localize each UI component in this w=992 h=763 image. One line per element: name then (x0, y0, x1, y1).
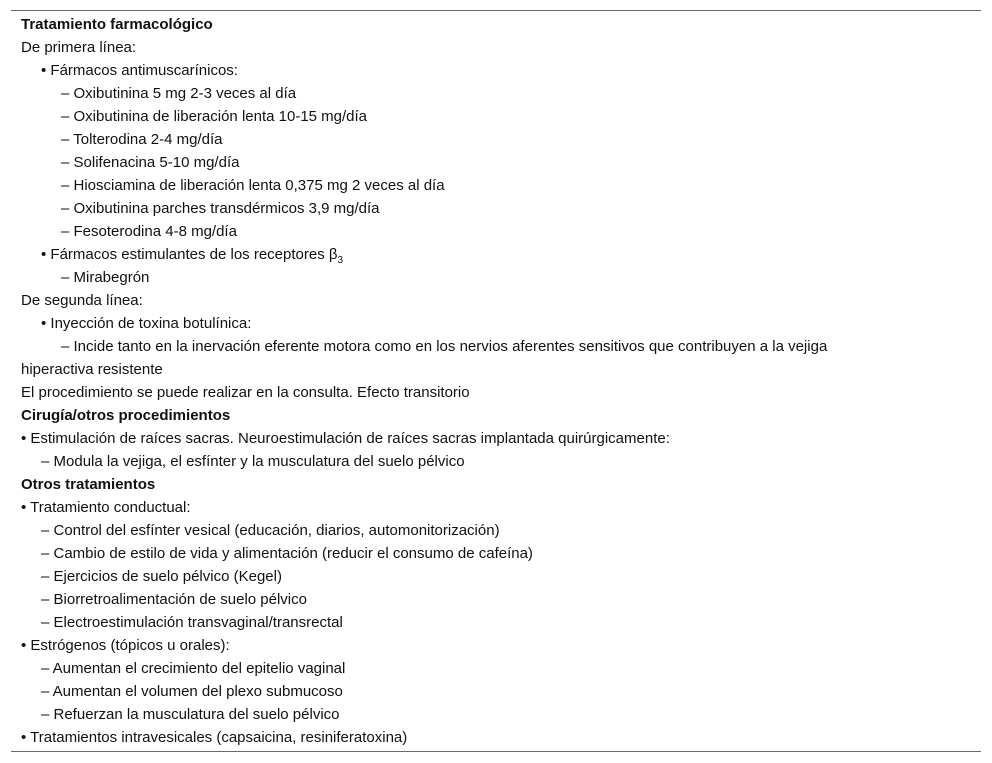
list-item: – Aumentan el crecimiento del epitelio vaginal (41, 660, 346, 677)
list-item: – Electroestimulación transvaginal/transrectal (41, 614, 343, 631)
drug-item: – Hiosciamina de liberación lenta 0,375 mg 2 veces al día (61, 177, 445, 194)
behavioral-label: • Tratamiento conductual: (21, 499, 191, 516)
drug-item: – Mirabegrón (61, 269, 150, 286)
list-item: – Ejercicios de suelo pélvico (Kegel) (41, 568, 282, 585)
list-item: – Biorretroalimentación de suelo pélvico (41, 591, 307, 608)
list-item: – Refuerzan la musculatura del suelo pélvico (41, 706, 340, 723)
botulinum-description-continued: hiperactiva resistente (21, 361, 163, 378)
section-heading-other: Otros tratamientos (21, 476, 156, 493)
list-item: – Cambio de estilo de vida y alimentación (reducir el consumo de cafeína) (41, 545, 533, 562)
second-line-label: De segunda línea: (21, 292, 143, 309)
botulinum-label: • Inyección de toxina botulínica: (41, 315, 252, 332)
drug-item: – Solifenacina 5-10 mg/día (61, 154, 240, 171)
beta3-label-text: • Fármacos estimulantes de los receptores β (41, 246, 338, 263)
antimuscarinics-label: • Fármacos antimuscarínicos: (41, 62, 238, 79)
section-heading-surgery: Cirugía/otros procedimientos (21, 407, 231, 424)
drug-item: – Tolterodina 2-4 mg/día (61, 131, 223, 148)
beta3-subscript: 3 (337, 255, 344, 266)
drug-item: – Oxibutinina parches transdérmicos 3,9 mg/día (61, 200, 380, 217)
estrogens-label: • Estrógenos (tópicos u orales): (21, 637, 230, 654)
drug-item: – Oxibutinina 5 mg 2-3 veces al día (61, 85, 297, 102)
first-line-label: De primera línea: (21, 39, 137, 56)
beta3-label (11, 243, 981, 266)
list-item: – Aumentan el volumen del plexo submucoso (41, 683, 343, 700)
list-item: – Control del esfínter vesical (educación, diarios, automonitorización) (41, 522, 500, 539)
drug-item: – Fesoterodina 4-8 mg/día (61, 223, 237, 240)
botulinum-description: – Incide tanto en la inervación eferente motora como en los nervios aferentes sensitivos que contribuyen a la vejiga (61, 338, 828, 355)
section-heading-pharmacological: Tratamiento farmacológico (21, 16, 213, 33)
drug-item: – Oxibutinina de liberación lenta 10-15 mg/día (61, 108, 368, 125)
list-item: – Modula la vejiga, el esfínter y la musculatura del suelo pélvico (41, 453, 465, 470)
sacral-stimulation-label: • Estimulación de raíces sacras. Neuroestimulación de raíces sacras implantada quirúrgicamente: (21, 430, 670, 447)
procedure-note: El procedimiento se puede realizar en la consulta. Efecto transitorio (21, 384, 470, 401)
intravesical-label: • Tratamientos intravesicales (capsaicina, resiniferatoxina) (21, 729, 408, 746)
treatment-table (11, 10, 981, 752)
